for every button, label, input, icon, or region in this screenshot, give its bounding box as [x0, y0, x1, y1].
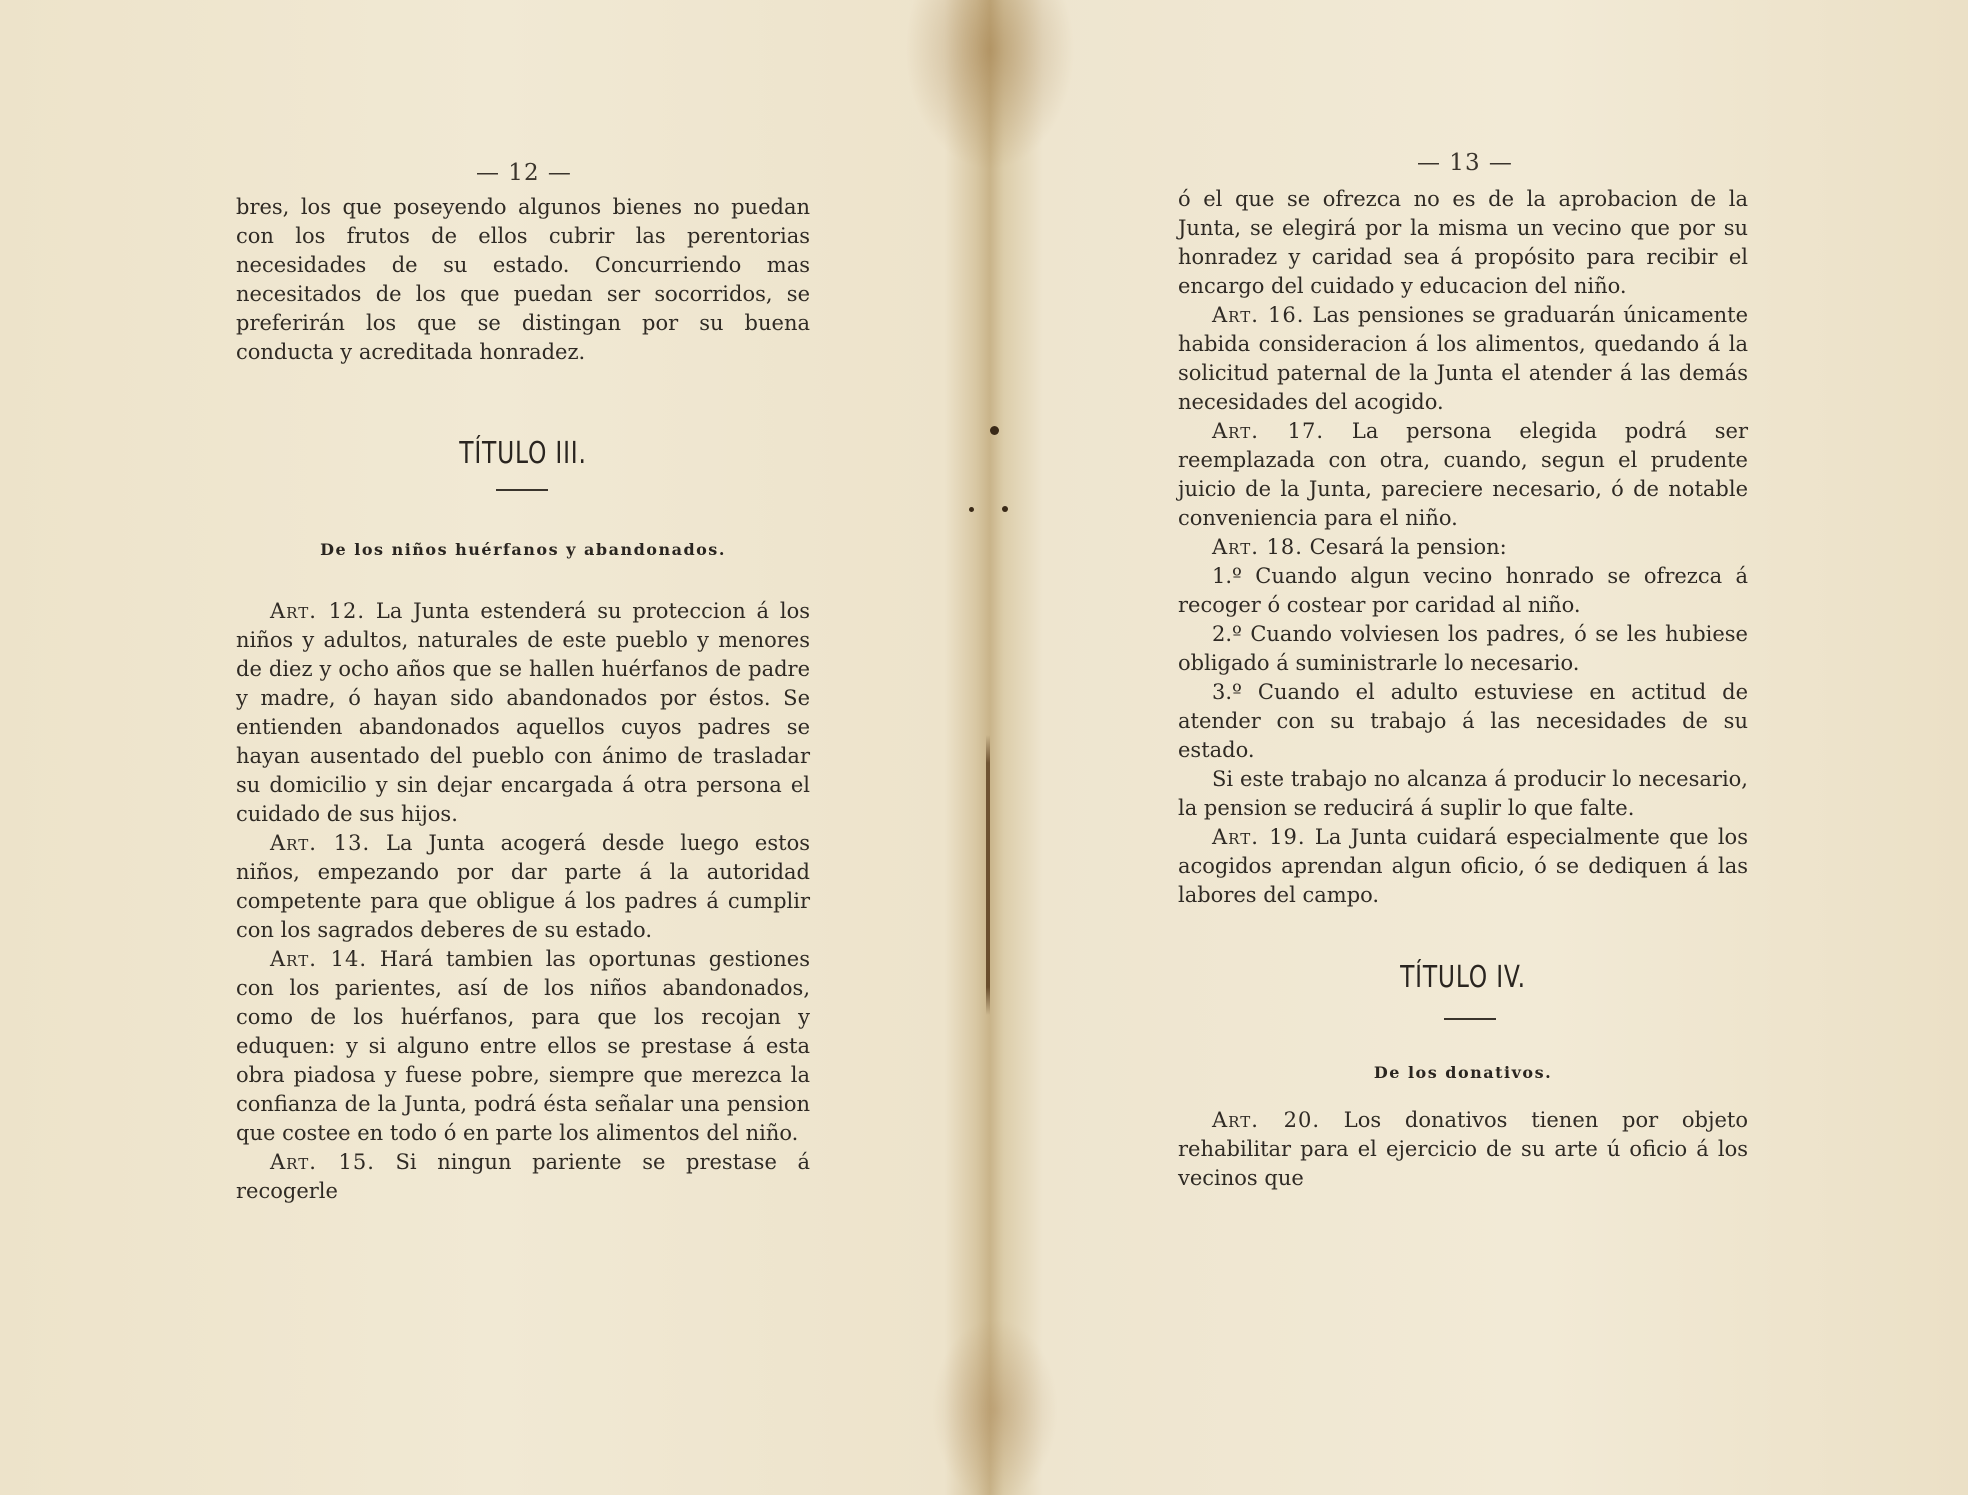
article-paragraph	[236, 1148, 810, 1206]
article-20-block	[1178, 1106, 1748, 1193]
articles-block	[1178, 185, 1748, 910]
article-paragraph	[1178, 823, 1748, 910]
article-text: La Junta estenderá su proteccion á los niños y adultos, naturales de este pueblo y menores de diez y ocho años que se hallen huérfanos de padre y madre, ó hayan sido abandonados por éstos. Se entienden abandonados aquellos cuyos padres se hayan ausentado del pueblo con ánimo de trasladar su domicilio y sin dejar encargada á otra persona el cuidado de sus hijos.	[236, 599, 810, 826]
article-text: Hará tambien las oportunas gestiones con los parientes, así de los niños abandonados, como de los huérfanos, para que los recojan y eduquen: y si alguno entre ellos se prestase á esta obra piadosa y fuese pobre, siempre que merezca la confianza de la Junta, podrá ésta señalar una pension que costee en todo ó en parte los alimentos del niño.	[236, 947, 810, 1145]
article-label: Art. 14.	[270, 947, 368, 971]
article-paragraph	[1178, 301, 1748, 417]
section-title: TÍTULO IV.	[1400, 960, 1526, 995]
article-label: Art. 16.	[1212, 303, 1305, 327]
article-label: Art. 13.	[270, 831, 371, 855]
intro-paragraph: ó el que se ofrezca no es de la aprobacion de la Junta, se elegirá por la misma un vecino que por su honradez y caridad sea á propósito para recibir el encargo del cuidado y educacion del niño.	[1178, 187, 1748, 298]
article-label: Art. 12.	[270, 599, 366, 623]
page-number: — 12 —	[476, 160, 572, 186]
article-text: Los donativos tienen por objeto rehabilitar para el ejercicio de su arte ú oficio á los vecinos que	[1178, 1108, 1748, 1190]
enumerated-item: 1.º Cuando algun vecino honrado se ofrezca á recoger ó costear por caridad al niño.	[1178, 564, 1748, 617]
intro-paragraph: bres, los que poseyendo algunos bienes no puedan con los frutos de ellos cubrir las perentorias necesidades de su estado. Concurriendo mas necesitados de los que puedan ser socorridos, se preferirán los que se distingan por su buena conducta y acreditada honradez.	[236, 195, 810, 364]
right-page	[995, 0, 1968, 1495]
articles-block	[236, 597, 810, 1206]
article-text: Si ningun pariente se prestase á recogerle	[236, 1150, 810, 1203]
article-text: La persona elegida podrá ser reemplazada con otra, cuando, segun el prudente juicio de la Junta, pareciere necesario, ó de notable conveniencia para el niño.	[1178, 419, 1748, 530]
page-number: — 13 —	[1417, 150, 1513, 176]
title-rule	[496, 489, 548, 491]
article-paragraph	[1178, 533, 1748, 562]
section-subtitle: De los niños huérfanos y abandonados.	[320, 540, 726, 559]
section-subtitle: De los donativos.	[1373, 1063, 1553, 1082]
article-text: La Junta acogerá desde luego estos niños, empezando por dar parte á la autoridad competente para que obligue á los padres á cumplir con los sagrados deberes de su estado.	[236, 831, 810, 942]
enumerated-item: 2.º Cuando volviesen los padres, ó se les hubiese obligado á suministrarle lo necesario.	[1178, 622, 1748, 675]
article-paragraph	[1178, 1106, 1748, 1193]
article-label: Art. 19.	[1212, 825, 1306, 849]
article-label: Art. 18.	[1212, 535, 1303, 559]
article-text: La Junta cuidará especialmente que los acogidos aprendan algun oficio, ó se dediquen á las labores del campo.	[1178, 825, 1748, 907]
title-rule	[1444, 1018, 1496, 1020]
article-paragraph	[1178, 417, 1748, 533]
article-paragraph	[236, 829, 810, 945]
article-text: Cesará la pension:	[1309, 535, 1507, 559]
article-label: Art. 17.	[1212, 419, 1325, 443]
section-title: TÍTULO III.	[459, 436, 587, 471]
article-label: Art. 20.	[1212, 1108, 1321, 1132]
article-paragraph	[236, 597, 810, 829]
article-text: Las pensiones se graduarán únicamente habida consideracion á los alimentos, quedando á la solicitud paternal de la Junta el atender á las demás necesidades del acogido.	[1178, 303, 1748, 414]
article-label: Art. 15.	[270, 1150, 375, 1174]
enumerated-item: 3.º Cuando el adulto estuviese en actitud de atender con su trabajo á las necesidades de su estado.	[1178, 680, 1748, 762]
continuation-paragraph: Si este trabajo no alcanza á producir lo necesario, la pension se reducirá á suplir lo que falte.	[1178, 767, 1748, 820]
article-paragraph	[236, 945, 810, 1148]
intro-text	[236, 193, 810, 367]
